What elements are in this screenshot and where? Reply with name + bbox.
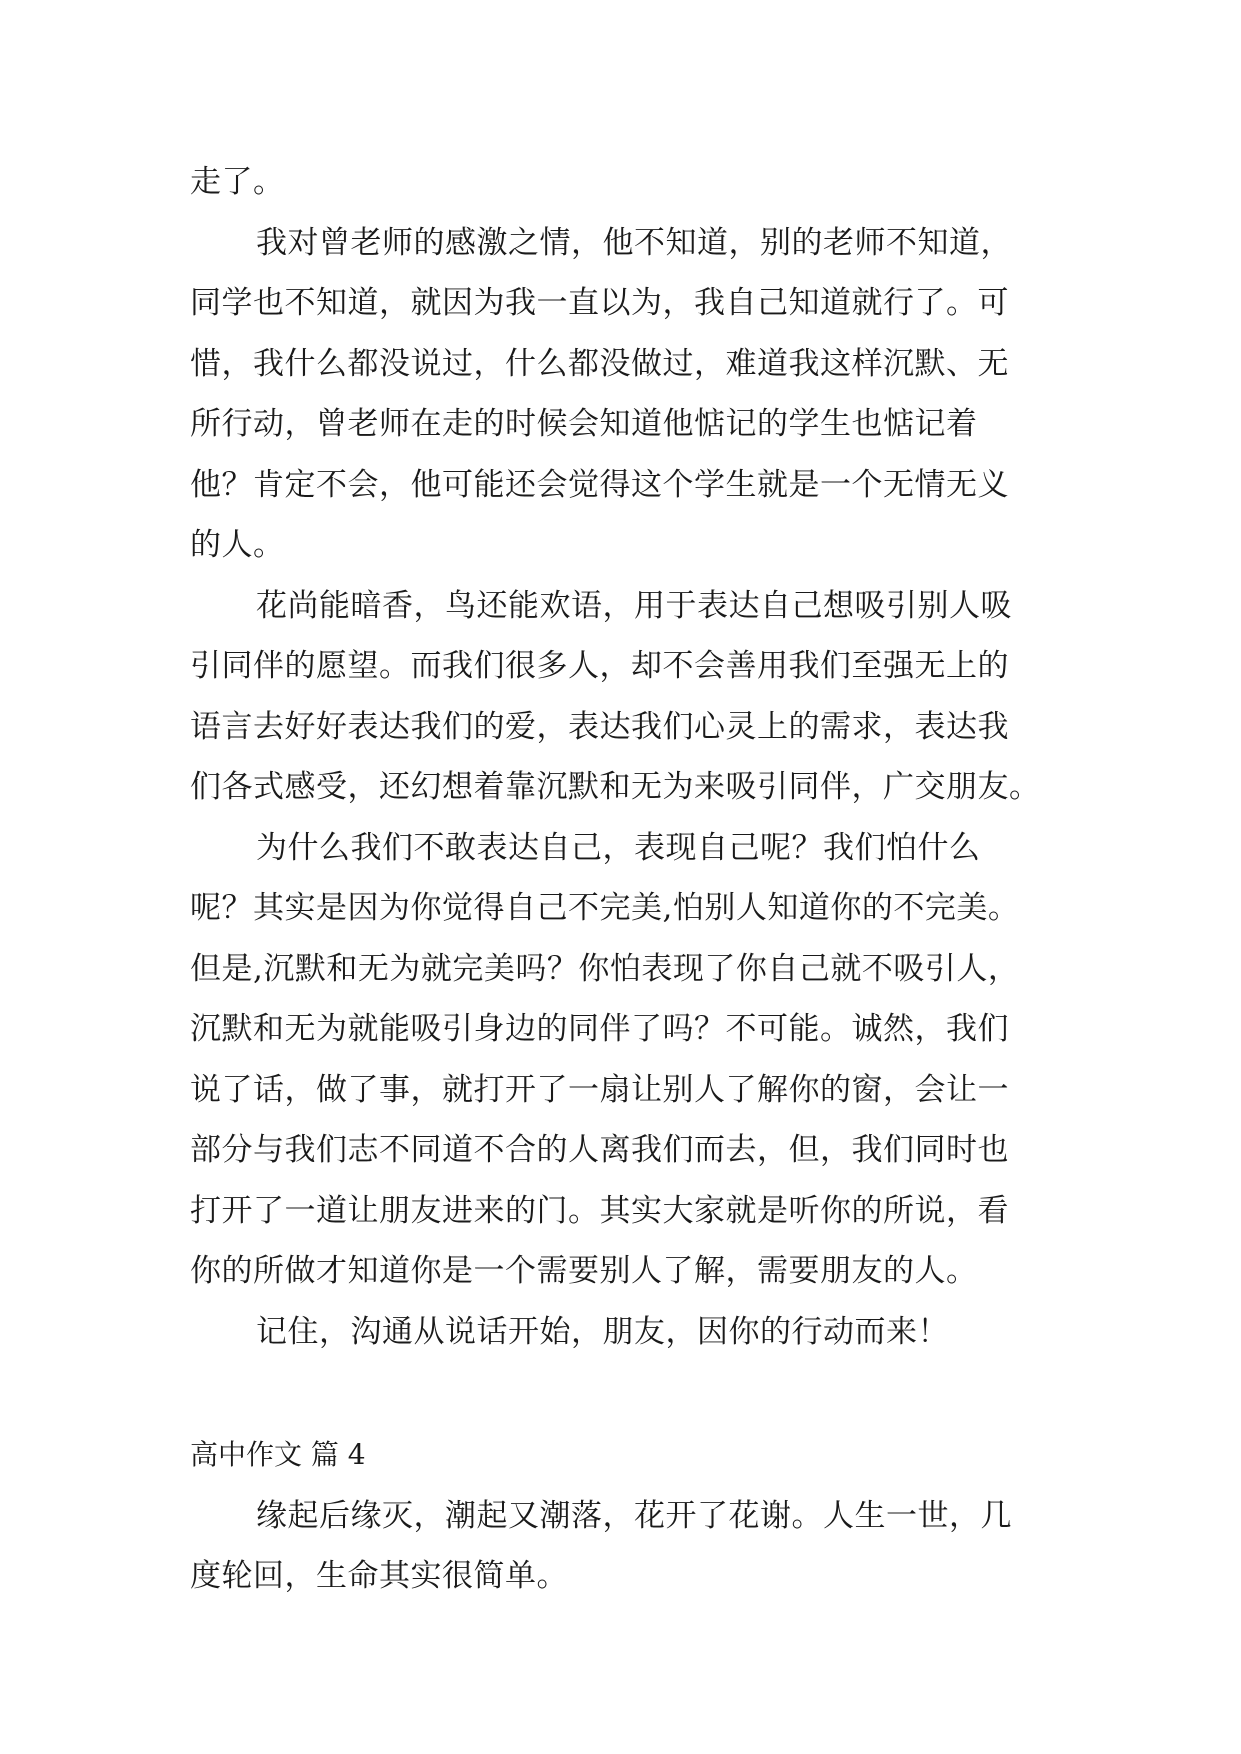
text-line: 我对曾老师的感激之情，他不知道，别的老师不知道， <box>256 224 1012 261</box>
text-line: 沉默和无为就能吸引身边的同伴了吗？不可能。诚然，我们 <box>190 1011 1009 1047</box>
paragraph-2 <box>190 213 1050 576</box>
text-line: 度轮回，生命其实很简单。 <box>190 1558 568 1594</box>
text-line: 的人。 <box>190 527 285 563</box>
text-line: 走了。 <box>190 164 285 200</box>
text-line: 引同伴的愿望。而我们很多人，却不会善用我们至强无上的 <box>190 648 1009 684</box>
paragraph-1 <box>190 152 1050 213</box>
text-line: 你的所做才知道你是一个需要别人了解，需要朋友的人。 <box>190 1253 978 1289</box>
text-line: 为什么我们不敢表达自己，表现自己呢？我们怕什么 <box>256 829 981 866</box>
text-line: 记住，沟通从说话开始，朋友，因你的行动而来！ <box>256 1313 949 1350</box>
text-line: 同学也不知道，就因为我一直以为，我自己知道就行了。可 <box>190 285 1009 321</box>
text-line: 所行动，曾老师在走的时候会知道他惦记的学生也惦记着 <box>190 406 978 442</box>
section-heading: 高中作文 篇 4 <box>190 1438 366 1471</box>
section-paragraph-1 <box>190 1486 1050 1607</box>
text-line: 说了话，做了事，就打开了一扇让别人了解你的窗，会让一 <box>190 1071 1009 1108</box>
text-line: 语言去好好表达我们的爱，表达我们心灵上的需求，表达我 <box>190 708 1009 745</box>
text-line: 打开了一道让朋友进来的门。其实大家就是听你的所说，看 <box>190 1192 1009 1229</box>
text-line: 呢？其实是因为你觉得自己不完美,怕别人知道你的不完美。 <box>190 890 1020 926</box>
paragraph-5 <box>190 1302 1050 1363</box>
section-spacer <box>190 1362 1050 1425</box>
text-line: 他？肯定不会，他可能还会觉得这个学生就是一个无情无义 <box>190 466 1009 503</box>
page-content <box>190 152 1050 1607</box>
text-line: 们各式感受，还幻想着靠沉默和无为来吸引同伴，广交朋友。 <box>190 769 1041 805</box>
text-line: 惜，我什么都没说过，什么都没做过，难道我这样沉默、无 <box>190 345 1009 382</box>
text-line: 但是,沉默和无为就完美吗？你怕表现了你自己就不吸引人， <box>190 950 1020 987</box>
text-line: 花尚能暗香，鸟还能欢语，用于表达自己想吸引别人吸 <box>256 587 1012 624</box>
text-line: 部分与我们志不同道不合的人离我们而去，但，我们同时也 <box>190 1132 1009 1168</box>
text-line: 缘起后缘灭，潮起又潮落，花开了花谢。人生一世，几 <box>256 1497 1012 1534</box>
paragraph-4 <box>190 818 1050 1302</box>
paragraph-3 <box>190 576 1050 818</box>
